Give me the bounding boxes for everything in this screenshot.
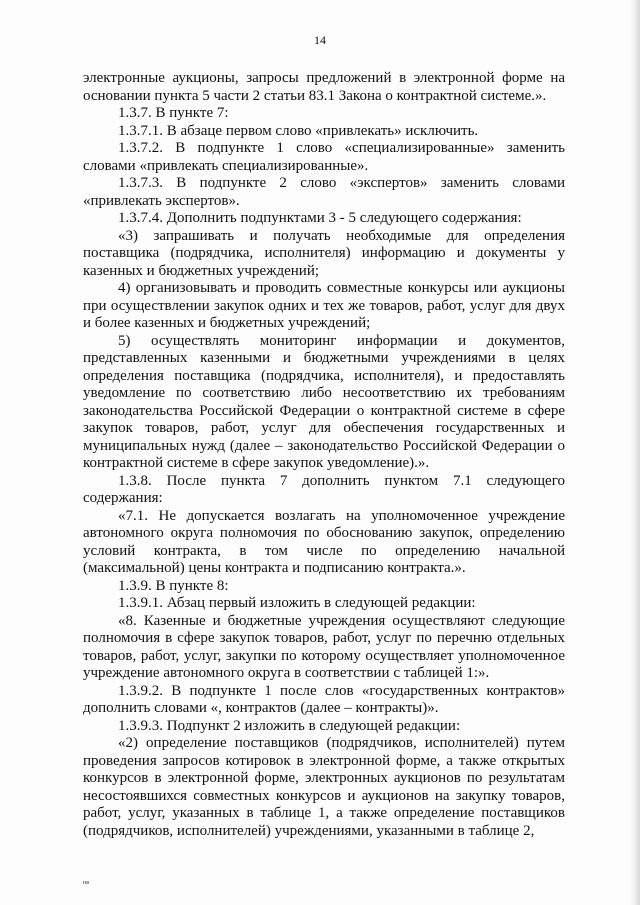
paragraph: 1.3.7.1. В абзаце первом слово «привлекать» исключить. bbox=[118, 122, 479, 139]
paragraph: «2) определение поставщиков (подрядчиков, исполнителей) путем проведения запросов котировок в электронной форме, а также открытых конкурсов в электронной форме, электронных аукционов по результатам несостоявшихся совместных конкурсов и аукционов на закупку товаров, работ, услуг, указанных в таблице 1, а также определение поставщиков (подрядчиков, исполнителей) учреждениями, указанными в таблице 2, bbox=[83, 735, 565, 839]
paragraph: 1.3.9.3. Подпункт 2 изложить в следующей редакции: bbox=[118, 717, 461, 734]
paragraph: электронные аукционы, запросы предложений в электронной форме на основании пункта 5 части 2 статьи 83.1 Закона о контрактной системе.». bbox=[83, 70, 565, 104]
paragraph: 1.3.7.2. В подпункте 1 слово «специализированные» заменить словами «привлекать специализированные». bbox=[83, 140, 565, 174]
paragraph: 1.3.8. После пункта 7 дополнить пунктом 7.1 следующего содержания: bbox=[83, 472, 565, 506]
paragraph: 1.3.9.1. Абзац первый изложить в следующей редакции: bbox=[118, 595, 476, 611]
paragraph: «8. Казенные и бюджетные учреждения осуществляют следующие полномочия в сфере закупок товаров, работ, услуг по перечню отдельных товаров, работ, услуг, закупки по которому осуществляет уполномоченное учреждение автономного округа в соответствии с таблицей 1:». bbox=[83, 612, 565, 681]
document-body bbox=[83, 70, 565, 840]
paragraph: 1.3.7. В пункте 7: bbox=[118, 105, 229, 121]
paragraph: «3) запрашивать и получать необходимые для определения поставщика (подрядчика, исполнителя) информацию и документы у казенных и бюджетных учреждений; bbox=[83, 227, 565, 279]
paragraph: 1.3.7.3. В подпункте 2 слово «экспертов» заменить словами «привлекать экспертов». bbox=[83, 175, 565, 209]
footer-mark: нв bbox=[83, 880, 90, 886]
paragraph: «7.1. Не допускается возлагать на уполномоченное учреждение автономного округа полномочия по обоснованию закупок, определению условий контракта, в том числе по определению начальной (максимальной) цены контракта и подписанию контракта.». bbox=[83, 507, 565, 576]
paragraph: 1.3.9. В пункте 8: bbox=[118, 577, 229, 594]
paragraph: 4) организовывать и проводить совместные конкурсы или аукционы при осуществлении закупок одних и тех же товаров, работ, услуг для двух и более казенных и бюджетных учреждений; bbox=[83, 280, 565, 331]
paragraph: 1.3.7.4. Дополнить подпунктами 3 - 5 следующего содержания: bbox=[118, 210, 522, 226]
page-number: 14 bbox=[314, 33, 326, 47]
scan-edge-shadow bbox=[630, 0, 640, 905]
paragraph: 1.3.9.2. В подпункте 1 после слов «государственных контрактов» дополнить словами «, контрактов (далее – контракты)». bbox=[83, 682, 565, 716]
paragraph: 5) осуществлять мониторинг информации и документов, представленных казенными и бюджетными учреждениями в целях определения поставщика (подрядчика, исполнителя), и предоставлять уведомление по соответствию либо несоответствию их требованиям законодательства Российской Федерации о контрактной системе в сфере закупок товаров, работ, услуг для обеспечения государственных и муниципальных нужд (далее – законодательство Российской Федерации о контрактной системе в сфере закупок уведомление).». bbox=[83, 332, 565, 471]
